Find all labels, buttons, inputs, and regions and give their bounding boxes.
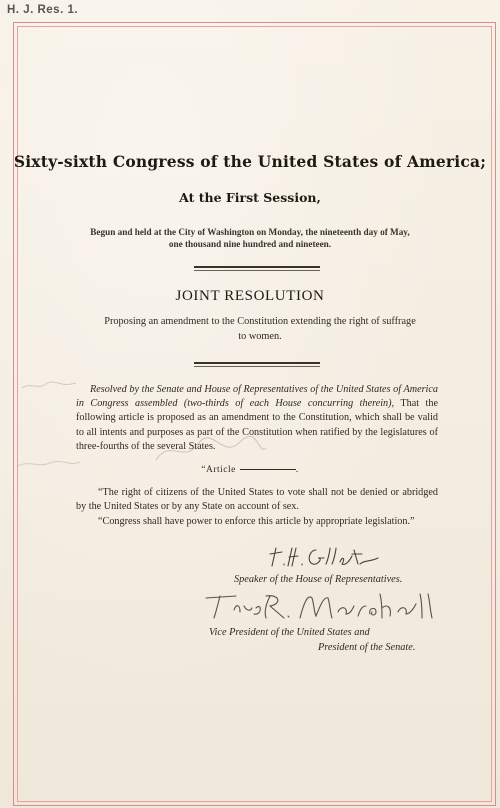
- speaker-title: Speaker of the House of Representatives.: [234, 574, 403, 585]
- vice-president-signature: [200, 588, 450, 624]
- speaker-signature: [262, 540, 382, 572]
- resolution-number: H. J. Res. 1.: [7, 4, 79, 16]
- divider-rule-2-thin: [194, 366, 320, 367]
- session-title: At the First Session,: [179, 190, 321, 205]
- joint-resolution-heading: JOINT RESOLUTION: [175, 288, 325, 304]
- proposing-statement: [70, 314, 450, 344]
- proposing-line-1: Proposing an amendment to the Constitution extending the right of suffrage: [104, 316, 416, 327]
- proposing-line-2: to women.: [238, 331, 282, 342]
- article-heading: “Article .: [201, 465, 299, 475]
- begun-statement: [60, 227, 440, 250]
- resolved-enacting-words: Resolved by the Senate and House of Representatives of the United States of America in Congress assembled (two-thirds of each House concurring therein),: [76, 384, 438, 410]
- resolved-clause: [76, 383, 438, 454]
- begun-line-1: Begun and held at the City of Washington on Monday, the nineteenth day of May,: [90, 227, 410, 237]
- bleed-through-mark: [20, 378, 80, 392]
- article-section-1: “The right of citizens of the United States to vote shall not be denied or abridged by the United States or by any State on account of sex.: [76, 487, 438, 513]
- congress-title: Sixty-sixth Congress of the United States of America;: [13, 152, 487, 171]
- divider-rule-thin: [194, 270, 320, 271]
- divider-rule: [194, 266, 320, 268]
- begun-line-2: one thousand nine hundred and nineteen.: [168, 238, 332, 249]
- vice-president-title: Vice President of the United States and: [209, 627, 370, 638]
- divider-rule-2: [194, 362, 320, 364]
- article-dash: [240, 469, 296, 470]
- article-label: “Article: [201, 465, 236, 475]
- resolved-body: That the following article is proposed as an amendment to the Constitution, which shall be valid to all intents and purposes as part of the Constitution when ratified by the legislatures of three-fourths of the several States.: [76, 398, 438, 452]
- senate-president-title: President of the Senate.: [318, 642, 416, 653]
- article-section-2: “Congress shall have power to enforce this article by appropriate legislation.”: [98, 516, 415, 527]
